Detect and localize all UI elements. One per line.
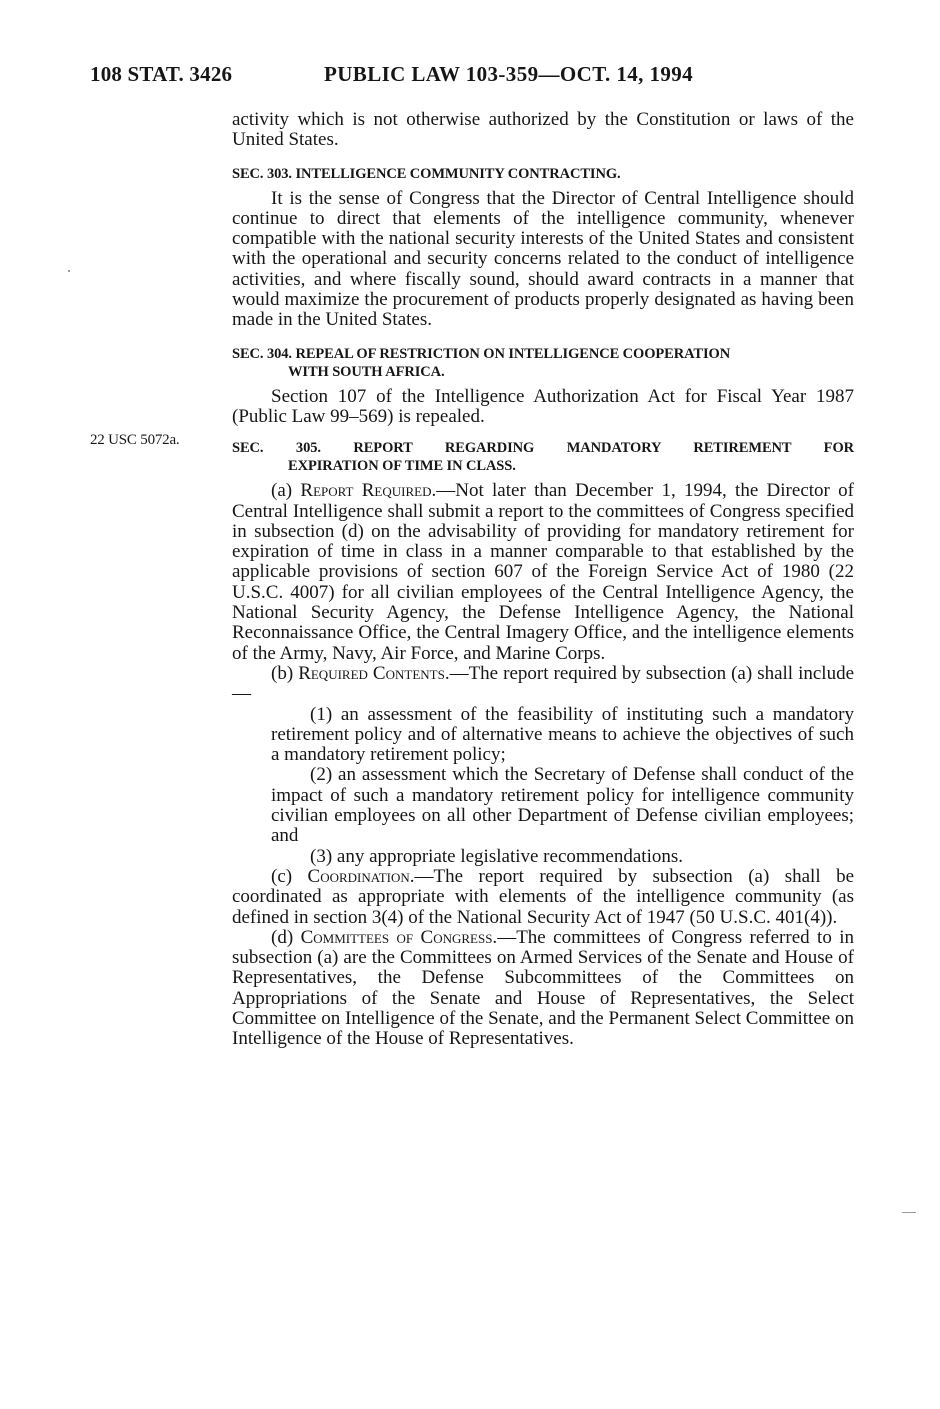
sec-303-body: It is the sense of Congress that the Director of Central Intelligence should continue to direct that elements of the intelligence community, whenever compatible with the national security interests of the United States and consistent with the operational and security concerns related to the conduct of intelligence activities, and where fiscally sound, should award contracts in a manner that would maximize the procurement of products properly designated as having been made in the United States. bbox=[232, 187, 854, 331]
sec-304-heading bbox=[232, 345, 854, 381]
subsection-d-label: (d) bbox=[271, 926, 301, 948]
subsection-d-text: —The committees of Congress referred to in subsection (a) are the Committees on Armed Services of the Senate and House of Representatives, the Defense Subcommittees of the Committees on Appropriations of the Senate and House of Representatives, the Select Committee on Intelligence of the Senate, and the Permanent Select Committee on Intelligence of the House of Representatives. bbox=[232, 926, 855, 1050]
subsection-d bbox=[232, 928, 854, 1050]
page-citation: 108 STAT. 3426 bbox=[90, 62, 233, 86]
sec-305-heading-line1: SEC. 305. REPORT REGARDING MANDATORY RETIREMENT FOR bbox=[232, 440, 854, 457]
subsection-a bbox=[232, 481, 854, 664]
paragraph-b3: (3) any appropriate legislative recommendations. bbox=[310, 845, 684, 867]
sec-304-heading-line2: WITH SOUTH AFRICA. bbox=[288, 363, 445, 380]
subsection-c-label: (c) bbox=[271, 865, 308, 887]
sec-305-heading bbox=[232, 439, 854, 475]
main-text-column bbox=[232, 110, 854, 1050]
subsection-c bbox=[232, 867, 854, 928]
scan-speck bbox=[902, 1212, 916, 1213]
sec-304-heading-line1: SEC. 304. REPEAL OF RESTRICTION ON INTELLIGENCE COOPERATION bbox=[232, 345, 731, 362]
subsection-b-caption: Required Contents. bbox=[298, 662, 450, 684]
sec-305-heading-line2: EXPIRATION OF TIME IN CLASS. bbox=[288, 458, 516, 475]
subsection-a-caption: Report Required. bbox=[300, 480, 437, 502]
subsection-b-label: (b) bbox=[271, 662, 299, 684]
subsection-c-caption: Coordination. bbox=[307, 865, 415, 887]
subsection-a-label: (a) bbox=[271, 480, 301, 502]
paragraph-b1: (1) an assessment of the feasibility of instituting such a mandatory retirement policy and of alternative means to achieve the objectives of such a mandatory retirement policy; bbox=[271, 703, 854, 766]
subsection-d-caption: Committees of Congress. bbox=[300, 926, 498, 948]
running-header: PUBLIC LAW 103-359—OCT. 14, 1994 bbox=[324, 62, 694, 86]
subsection-a-text: —Not later than December 1, 1994, the Director of Central Intelligence shall submit a report to the committees of Congress specified in subsection (d) on the advisability of providing for mandatory retirement for expiration of time in class in a manner comparable to that established by the applicable provisions of section 607 of the Foreign Service Act of 1980 (22 U.S.C. 4007) for all civilian employees of the Central Intelligence Agency, the National Security Agency, the Defense Intelligence Agency, the National Reconnaissance Office, the Central Imagery Office, and the intelligence elements of the Army, Navy, Air Force, and Marine Corps. bbox=[232, 480, 854, 664]
paragraph-b2: (2) an assessment which the Secretary of Defense shall conduct of the impact of such a mandatory retirement policy for intelligence community civilian employees on all other Department of Defense civilian employees; and bbox=[271, 764, 854, 847]
subsection-b bbox=[232, 664, 854, 705]
scan-speck bbox=[68, 270, 70, 272]
intro-paragraph: activity which is not otherwise authorized by the Constitution or laws of the United States. bbox=[232, 109, 854, 151]
margin-note: 22 USC 5072a. bbox=[90, 432, 180, 448]
sec-304-body: Section 107 of the Intelligence Authorization Act for Fiscal Year 1987 (Public Law 99–569) is repealed. bbox=[232, 385, 854, 427]
subsection-b-text: —The report required by subsection (a) shall include— bbox=[232, 662, 855, 705]
sec-303-heading: SEC. 303. INTELLIGENCE COMMUNITY CONTRACTING. bbox=[232, 165, 621, 182]
subsection-c-text: —The report required by subsection (a) shall be coordinated as appropriate with elements of the intelligence community (as defined in section 3(4) of the National Security Act of 1947 (50 U.S.C. 401(4)). bbox=[232, 865, 854, 928]
